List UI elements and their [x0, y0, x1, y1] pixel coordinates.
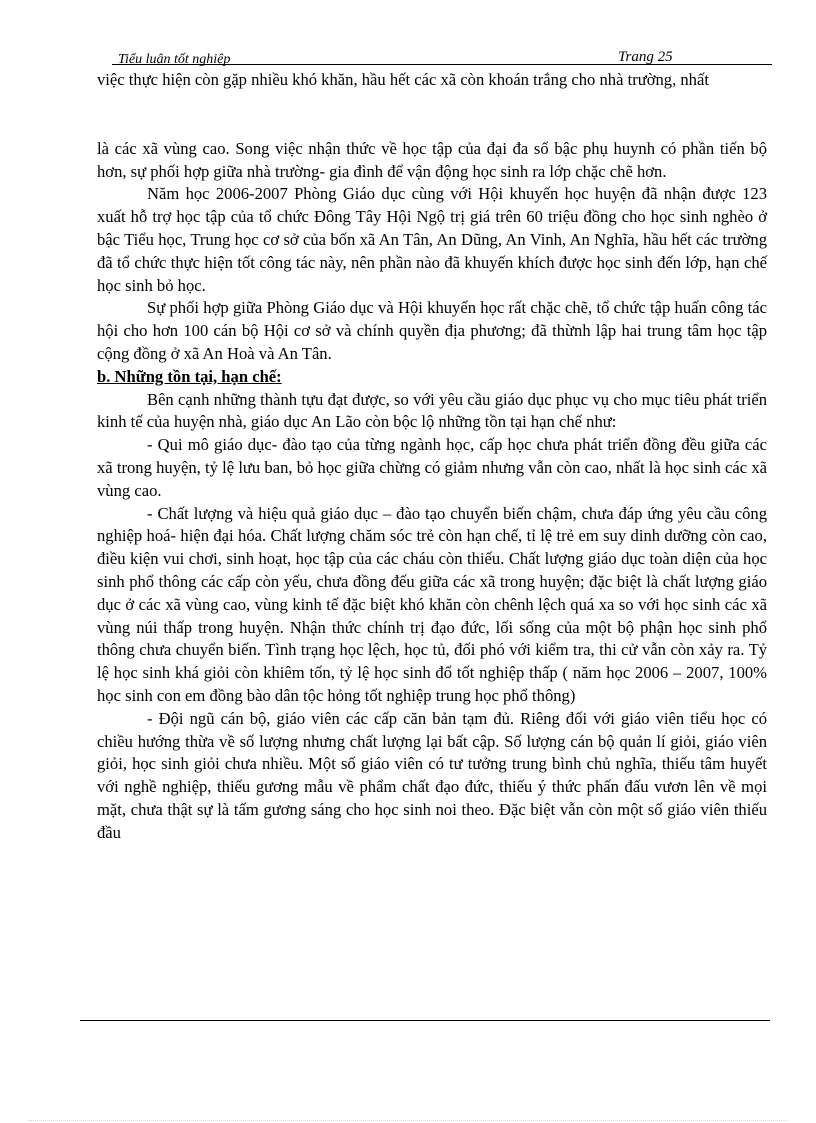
paragraph-7: - Chất lượng và hiệu quả giáo dục – đào tạo chuyển biến chậm, chưa đáp ứng yêu cầu công nghiệp hoá- hiện đại hóa. Chất lượng chăm sóc trẻ còn hạn chế, tỉ lệ trẻ em suy dinh dưỡng còn cao, điều kiện vui chơi, sinh hoạt, học tập của các cháu còn thiếu. Chất lượng giáo dục toàn diện của học sinh phổ thông các cấp còn yếu, chưa đồng đếu giữa các xã trong huyện; đặc biệt là chất lượng giáo dục ở các xã vùng cao, vùng kinh tế đặc biệt khó khăn còn chênh lệch quá xa so với học sinh các xã vùng núi thấp trong huyện. Nhận thức chính trị đạo đức, lối sống của một bộ phận học sinh phổ thông chưa chuyển biến. Tình trạng học lệch, học tủ, đối phó với kiểm tra, thi cử vẫn còn xảy ra. Tỷ lệ học sinh khá giỏi còn khiêm tốn, tỷ lệ học sinh đổ tốt nghiệp thấp ( năm học 2006 – 2007, 100% học sinh con em đồng bào dân tộc hỏng tốt nghiệp trung học phổ thông)	[97, 503, 767, 705]
paragraph-8: - Đội ngũ cán bộ, giáo viên các cấp căn bản tạm đủ. Riêng đối với giáo viên tiểu học có chiều hướng thừa về số lượng nhưng chất lượng lại bất cập. Số lượng cán bộ quản lí giỏi, giáo viên giỏi, học sinh giỏi chưa nhiều. Một số giáo viên có tư tưởng trung bình chủ nghĩa, thiếu tâm huyết với nghề nghiệp, thiếu gương mẫu về phẩm chất đạo đức, thiếu ý thức phấn đấu vươn lên về mọi mặt, chưa thật sự là tấm gương sáng cho học sinh noi theo. Đặc biệt vẫn còn một số giáo viên thiếu đầu	[97, 708, 767, 842]
page-bottom-dotted-line	[28, 1120, 788, 1121]
paragraph-4: Sự phối hợp giữa Phòng Giáo dục và Hội khuyến học rất chặc chẽ, tổ chức tập huấn công tác hội cho hơn 100 cán bộ Hội cơ sở và chính quyền địa phương; đã thừnh lập hai trung tâm học tập cộng đồng ở xã An Hoà và An Tân.	[97, 298, 767, 363]
footer-divider	[80, 1020, 770, 1021]
paragraph-2: là các xã vùng cao. Song việc nhận thức về học tập của đại đa số bậc phụ huynh có phần tiến bộ hơn, sự phối hợp giữa nhà trường- gia đình để vận động học sinh ra lớp chặc chẽ hơn.	[97, 138, 767, 181]
paragraph-3: Năm học 2006-2007 Phòng Giáo dục cùng với Hội khuyến học huyện đã nhận được 123 xuất hỗ trợ học tập của tổ chức Đông Tây Hội Ngộ trị giá trên 60 triệu đồng cho học sinh nghèo ở bậc Tiểu học, Trung học cơ sở của bốn xã An Tân, An Dũng, An Vinh, An Nghĩa, hầu hết các trường đã tổ chức thực hiện tốt công tác này, nên phần nào đã khuyến khích được học sinh đến lớp, hạn chế học sinh bỏ học.	[97, 184, 767, 295]
document-body	[97, 69, 767, 845]
header-divider	[112, 64, 772, 65]
section-heading-b: b. Những tồn tại, hạn chế:	[97, 366, 282, 386]
paragraph-6: - Qui mô giáo dục- đào tạo của từng ngành học, cấp học chưa phát triển đồng đều giữa các xã trong huyện, tỷ lệ lưu ban, bỏ học giữa chừng có giảm nhưng vẫn còn cao, nhất là học sinh các xã vùng cao.	[97, 435, 767, 500]
header-title: Tiểu luận tốt nghiệp	[118, 52, 231, 67]
page-number: Trang 25	[618, 49, 673, 65]
paragraph-5: Bên cạnh những thành tựu đạt được, so với yêu cầu giáo dục phục vụ cho mục tiêu phát triển kinh tế của huyện nhà, giáo dục An Lão còn bộc lộ những tồn tại hạn chế như:	[97, 389, 767, 432]
paragraph-1: việc thực hiện còn gặp nhiều khó khăn, hầu hết các xã còn khoán trắng cho nhà trường, nhất	[97, 70, 709, 89]
paragraph-gap	[97, 92, 767, 138]
